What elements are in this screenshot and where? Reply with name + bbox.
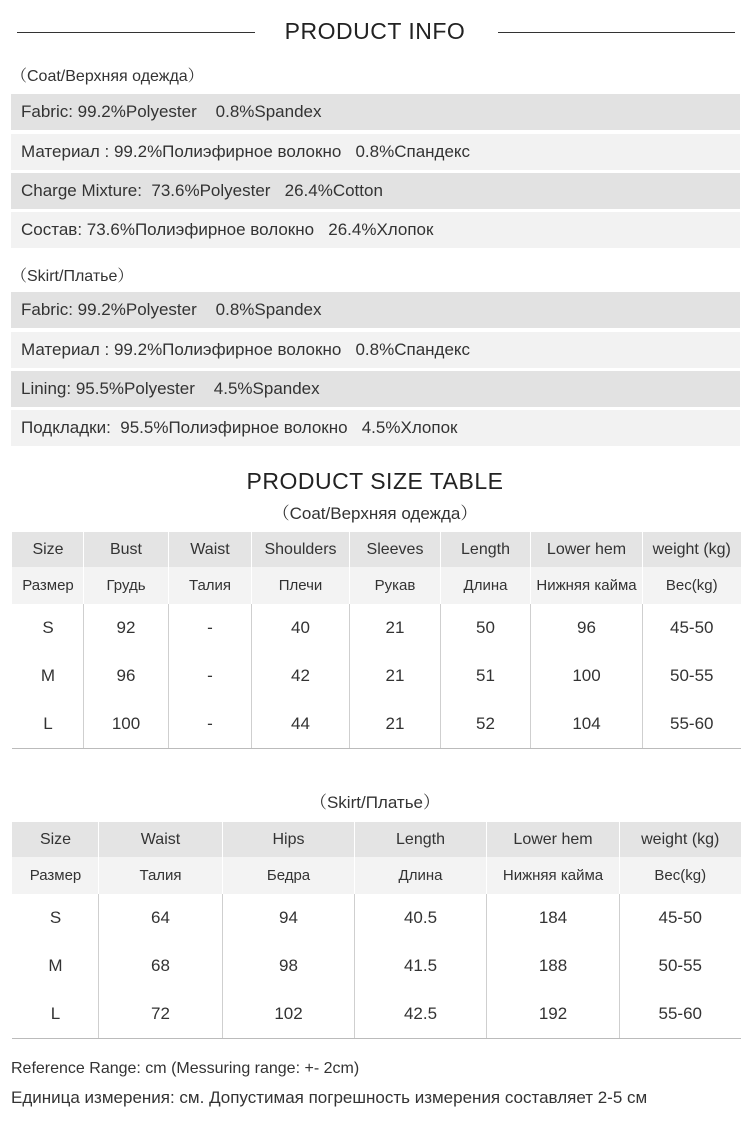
table-cell: Lower hem bbox=[487, 822, 620, 857]
table-cell: Грудь bbox=[84, 567, 169, 604]
table-cell: Рукав bbox=[350, 567, 441, 604]
table-row bbox=[13, 990, 741, 1039]
table-cell: 104 bbox=[531, 700, 643, 749]
table-cell: 64 bbox=[99, 894, 223, 942]
table-cell: 68 bbox=[99, 942, 223, 990]
coat-info-row: Fabric: 99.2%Polyester 0.8%Spandex bbox=[11, 94, 740, 130]
skirt-info-label: （Skirt/Платье） bbox=[11, 268, 134, 285]
table-row bbox=[13, 652, 741, 700]
skirt-info-row: Lining: 95.5%Polyester 4.5%Spandex bbox=[11, 371, 740, 407]
table-cell: 92 bbox=[84, 604, 169, 652]
table-cell: 98 bbox=[223, 942, 355, 990]
table-cell: Length bbox=[441, 532, 531, 567]
coat-info-row: Материал : 99.2%Полиэфирное волокно 0.8%Спандекс bbox=[11, 134, 740, 170]
table-cell: Length bbox=[355, 822, 487, 857]
table-cell: 94 bbox=[223, 894, 355, 942]
table-cell: Вес(kg) bbox=[643, 567, 741, 604]
table-cell: Вес(kg) bbox=[620, 857, 741, 894]
table-cell: Size bbox=[13, 532, 84, 567]
size-table-title: PRODUCT SIZE TABLE bbox=[246, 468, 504, 494]
table-cell: weight (kg) bbox=[643, 532, 741, 567]
table-cell: 50-55 bbox=[620, 942, 741, 990]
skirt-table-label: （Skirt/Платье） bbox=[309, 793, 441, 812]
table-cell: 50 bbox=[441, 604, 531, 652]
skirt-info-row: Fabric: 99.2%Polyester 0.8%Spandex bbox=[11, 292, 740, 328]
skirt-info-row: Материал : 99.2%Полиэфирное волокно 0.8%Спандекс bbox=[11, 332, 740, 368]
table-cell: - bbox=[169, 652, 252, 700]
reference-range-note: Reference Range: cm (Messuring range: +- 2cm) bbox=[11, 1060, 360, 1077]
skirt-info-row: Подкладки: 95.5%Полиэфирное волокно 4.5%Хлопок bbox=[11, 410, 740, 446]
skirt-size-table bbox=[12, 822, 741, 1039]
table-cell: 96 bbox=[531, 604, 643, 652]
table-cell: Нижняя кайма bbox=[487, 857, 620, 894]
table-row bbox=[13, 604, 741, 652]
table-cell: 41.5 bbox=[355, 942, 487, 990]
table-cell: Shoulders bbox=[252, 532, 350, 567]
table-cell: 40 bbox=[252, 604, 350, 652]
coat-info-row: Charge Mixture: 73.6%Polyester 26.4%Cotton bbox=[11, 173, 740, 209]
table-row bbox=[13, 942, 741, 990]
table-cell: Sleeves bbox=[350, 532, 441, 567]
table-cell: 102 bbox=[223, 990, 355, 1039]
table-cell: Талия bbox=[99, 857, 223, 894]
table-row bbox=[13, 894, 741, 942]
table-cell: weight (kg) bbox=[620, 822, 741, 857]
table-cell: 100 bbox=[84, 700, 169, 749]
table-cell: 45-50 bbox=[643, 604, 741, 652]
table-cell: 21 bbox=[350, 700, 441, 749]
table-cell: L bbox=[13, 990, 99, 1039]
table-cell: Талия bbox=[169, 567, 252, 604]
table-cell: M bbox=[13, 942, 99, 990]
measurement-note-ru: Единица измерения: см. Допустимая погрешность измерения составляет 2-5 см bbox=[11, 1088, 648, 1107]
table-cell: 50-55 bbox=[643, 652, 741, 700]
header-row-en bbox=[13, 532, 741, 567]
table-cell: Lower hem bbox=[531, 532, 643, 567]
table-cell: Длина bbox=[441, 567, 531, 604]
table-cell: 21 bbox=[350, 604, 441, 652]
table-cell: Waist bbox=[99, 822, 223, 857]
header-row-ru bbox=[13, 567, 741, 604]
table-cell: Bust bbox=[84, 532, 169, 567]
table-cell: 55-60 bbox=[643, 700, 741, 749]
table-cell: 100 bbox=[531, 652, 643, 700]
table-cell: 44 bbox=[252, 700, 350, 749]
coat-table-label: （Coat/Верхняя одежда） bbox=[272, 504, 478, 523]
table-cell: 96 bbox=[84, 652, 169, 700]
coat-size-table bbox=[12, 532, 741, 749]
page-title: PRODUCT INFO bbox=[284, 18, 466, 44]
table-cell: M bbox=[13, 652, 84, 700]
table-cell: Size bbox=[13, 822, 99, 857]
header-row-en bbox=[13, 822, 741, 857]
table-cell: Hips bbox=[223, 822, 355, 857]
table-cell: 55-60 bbox=[620, 990, 741, 1039]
table-cell: 188 bbox=[487, 942, 620, 990]
table-cell: 52 bbox=[441, 700, 531, 749]
table-cell: 192 bbox=[487, 990, 620, 1039]
table-cell: 51 bbox=[441, 652, 531, 700]
table-cell: 40.5 bbox=[355, 894, 487, 942]
table-cell: Плечи bbox=[252, 567, 350, 604]
table-cell: Размер bbox=[13, 567, 84, 604]
table-row bbox=[13, 700, 741, 749]
table-cell: L bbox=[13, 700, 84, 749]
table-cell: S bbox=[13, 604, 84, 652]
table-cell: - bbox=[169, 604, 252, 652]
coat-info-row: Состав: 73.6%Полиэфирное волокно 26.4%Хлопок bbox=[11, 212, 740, 248]
header-row-ru bbox=[13, 857, 741, 894]
table-cell: 42 bbox=[252, 652, 350, 700]
table-cell: 72 bbox=[99, 990, 223, 1039]
table-cell: Длина bbox=[355, 857, 487, 894]
table-cell: S bbox=[13, 894, 99, 942]
table-cell: 21 bbox=[350, 652, 441, 700]
table-cell: 45-50 bbox=[620, 894, 741, 942]
coat-info-label: （Coat/Верхняя одежда） bbox=[11, 68, 204, 85]
table-cell: 184 bbox=[487, 894, 620, 942]
table-cell: Нижняя кайма bbox=[531, 567, 643, 604]
table-cell: - bbox=[169, 700, 252, 749]
table-cell: Размер bbox=[13, 857, 99, 894]
table-cell: Waist bbox=[169, 532, 252, 567]
table-cell: Бедра bbox=[223, 857, 355, 894]
table-cell: 42.5 bbox=[355, 990, 487, 1039]
